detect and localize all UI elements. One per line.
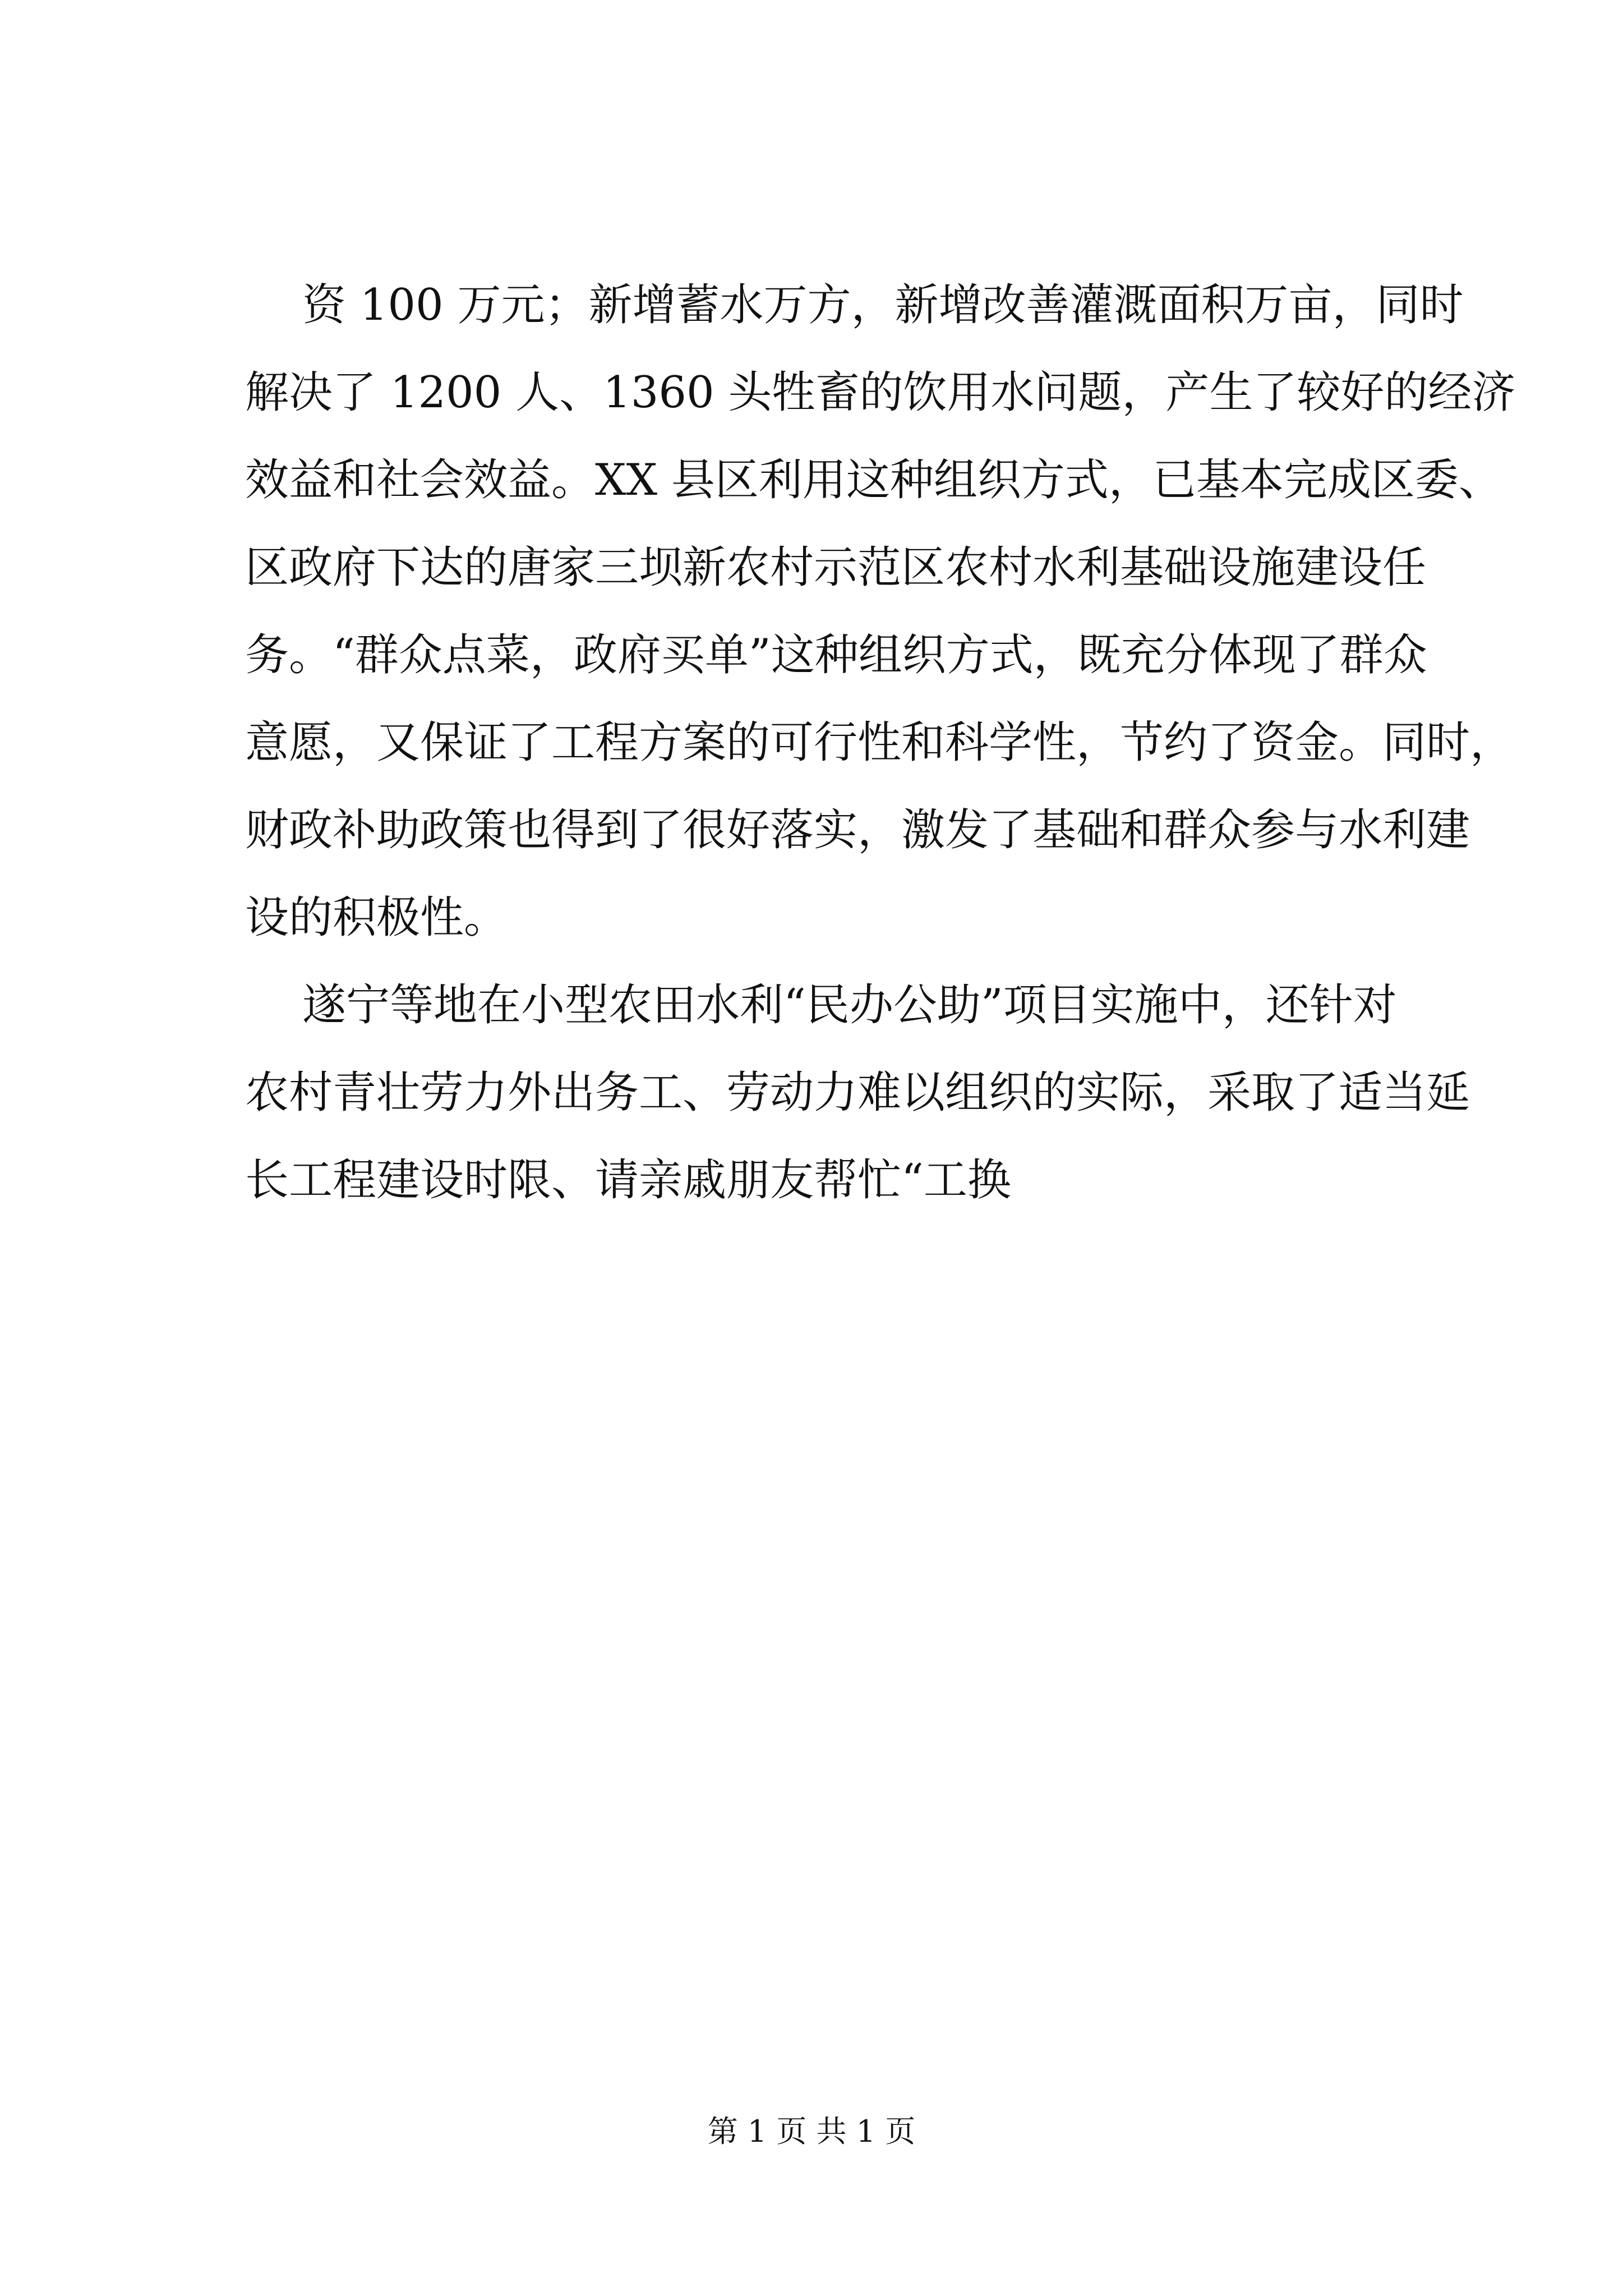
paragraph-1-line-8: 设的积极性。 [245,892,508,943]
paragraph-2-line-2: 农村青壮劳力外出务工、劳动力难以组织的实际，采取了适当延 [245,1068,1470,1118]
paragraph-1-line-4: 区政府下达的唐家三坝新农村示范区农村水利基础设施建设任 [245,542,1427,593]
paragraph-1-line-7: 财政补助政策也得到了很好落实，激发了基础和群众参与水利建 [245,805,1470,855]
paragraph-1-line-2: 解决了 1200 人、1360 头牲畜的饮用水问题，产生了较好的经济 [245,367,1516,418]
document-body [245,261,1516,1224]
paragraph-2-line-3: 长工程建设时限、请亲戚朋友帮忙“工换 [245,1155,1011,1205]
paragraph-1-line-1: 资 100 万元；新增蓄水万方，新增改善灌溉面积万亩，同时 [302,280,1464,330]
paragraph-1-line-5: 务。“群众点菜，政府买单”这种组织方式，既充分体现了群众 [245,630,1427,680]
paragraph-2-line-1: 遂宁等地在小型农田水利“民办公助”项目实施中，还针对 [302,980,1397,1030]
paragraph-1-line-6: 意愿，又保证了工程方案的可行性和科学性，节约了资金。同时， [245,717,1514,768]
paragraph-1-line-3: 效益和社会效益。XX 县区利用这种组织方式，已基本完成区委、 [245,455,1502,505]
page-number-footer: 第 1 页 共 1 页 [707,2114,916,2149]
